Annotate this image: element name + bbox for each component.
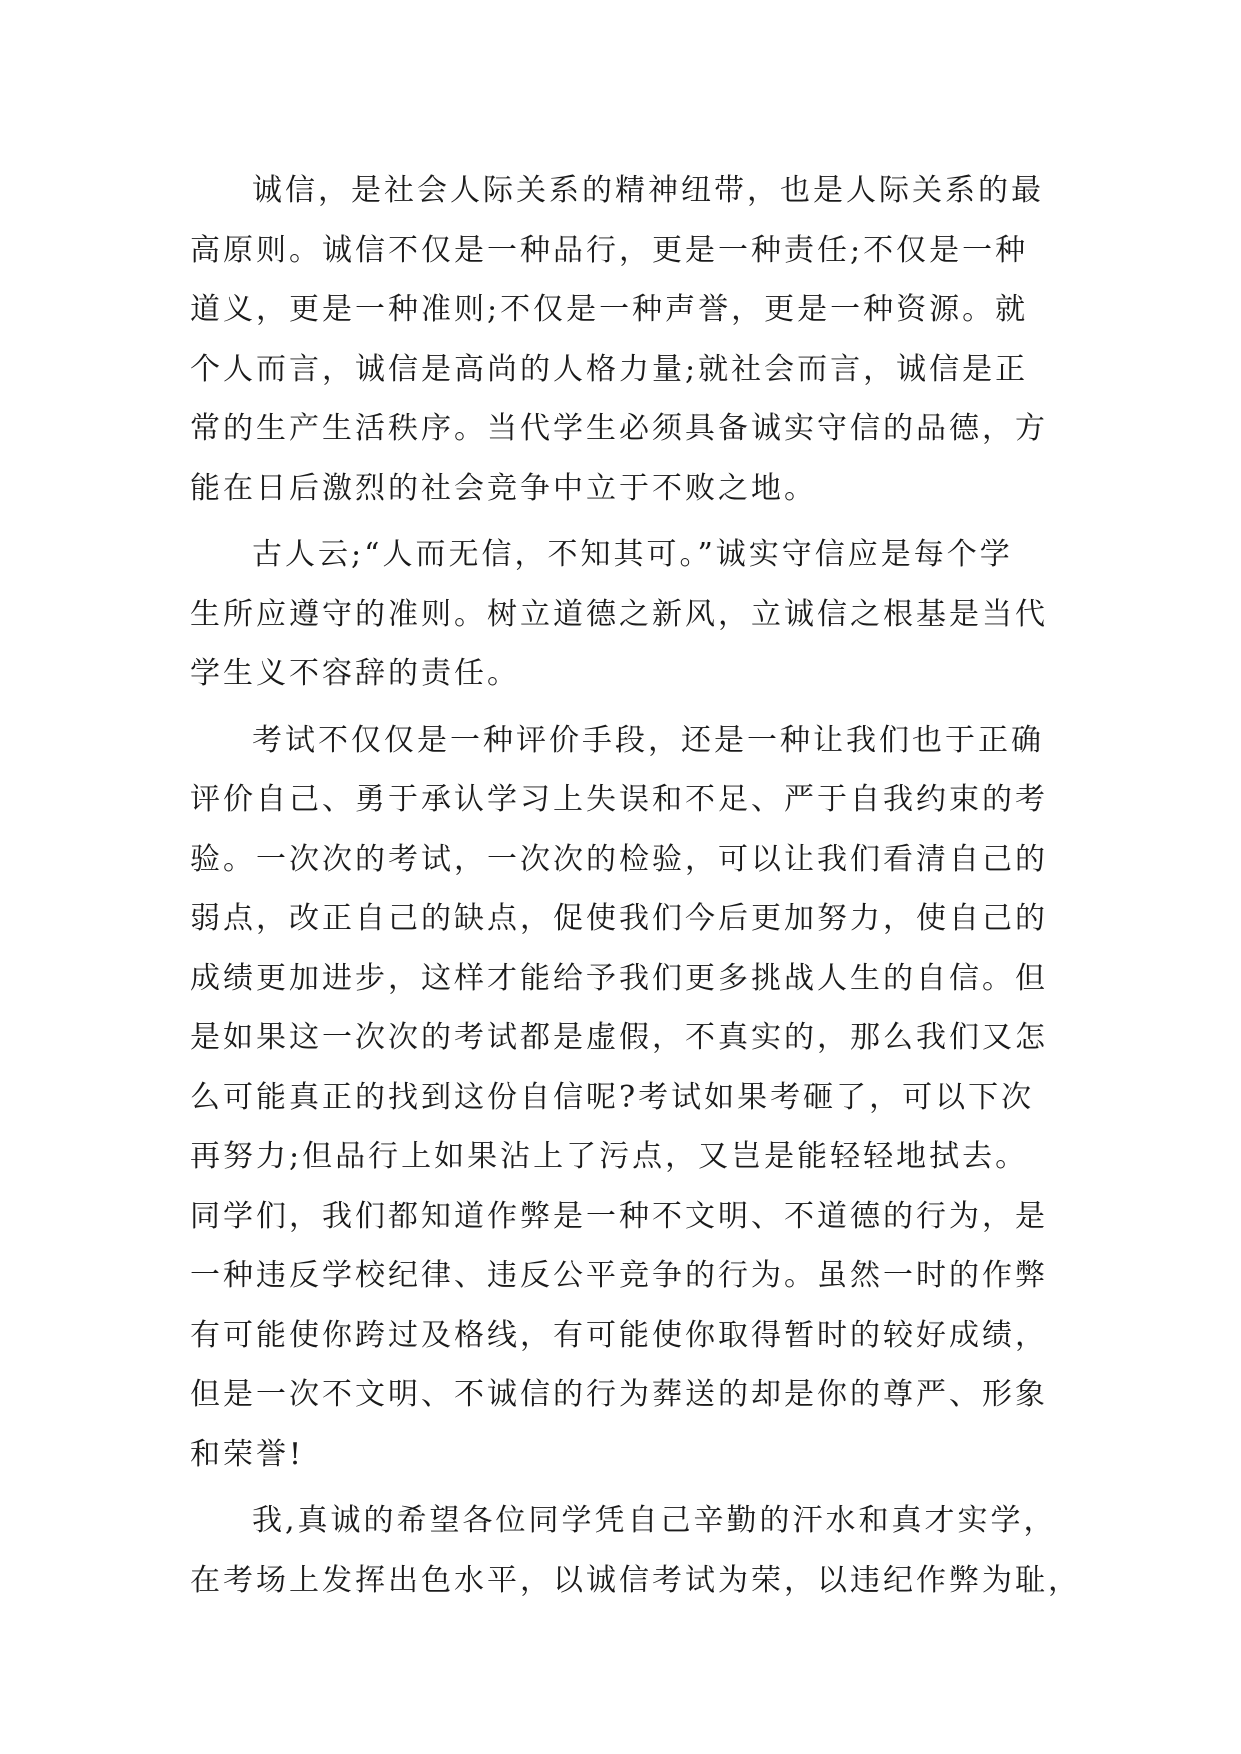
paragraph-line: 验。一次次的考试，一次次的检验，可以让我们看清自己的 (190, 841, 1048, 877)
document-body (190, 161, 1090, 1610)
paragraph-line: 再努力;但品行上如果沾上了污点，又岂是能轻轻地拭去。 (190, 1139, 1029, 1174)
paragraph-line: 么可能真正的找到这份自信呢?考试如果考砸了，可以下次 (190, 1079, 1035, 1115)
paragraph-line: 有可能使你跨过及格线，有可能使你取得暂时的较好成绩， (190, 1317, 1048, 1353)
paragraph-line: 我,真诚的希望各位同学凭自己辛勤的汗水和真才实学， (252, 1503, 1057, 1538)
paragraph-line: 道义，更是一种准则;不仅是一种声誉，更是一种资源。就 (190, 292, 1029, 327)
paragraph-line: 评价自己、勇于承认学习上失误和不足、严于自我约束的考 (190, 782, 1048, 817)
paragraph-line: 个人而言，诚信是高尚的人格力量;就社会而言，诚信是正 (190, 351, 1029, 387)
paragraph-line: 是如果这一次次的考试都是虚假，不真实的，那么我们又怎 (190, 1020, 1048, 1055)
paragraph-line: 高原则。诚信不仅是一种品行，更是一种责任;不仅是一种 (190, 232, 1029, 268)
paragraph-line: 能在日后激烈的社会竞争中立于不败之地。 (190, 470, 817, 506)
paragraph-line: 常的生产生活秩序。当代学生必须具备诚实守信的品德，方 (190, 411, 1048, 446)
paragraph-line: 在考场上发挥出色水平，以诚信考试为荣，以违纪作弊为耻， (190, 1562, 1081, 1598)
paragraph-line: 和荣誉! (190, 1436, 305, 1472)
paragraph-line: 一种违反学校纪律、违反公平竞争的行为。虽然一时的作弊 (190, 1258, 1048, 1293)
paragraph-2 (190, 525, 1090, 704)
paragraph-line: 成绩更加进步，这样才能给予我们更多挑战人生的自信。但 (190, 960, 1048, 996)
paragraph-line: 但是一次不文明、不诚信的行为葬送的却是你的尊严、形象 (190, 1377, 1048, 1412)
paragraph-4 (190, 1491, 1090, 1610)
paragraph-line: 古人云;“人而无信，不知其可。”诚实守信应是每个学 (252, 537, 1013, 572)
paragraph-line: 生所应遵守的准则。树立道德之新风，立诚信之根基是当代 (190, 596, 1048, 632)
paragraph-line: 弱点，改正自己的缺点，促使我们今后更加努力，使自己的 (190, 901, 1048, 936)
paragraph-1 (190, 161, 1090, 518)
paragraph-3 (190, 711, 1090, 1485)
paragraph-line: 同学们，我们都知道作弊是一种不文明、不道德的行为，是 (190, 1198, 1048, 1234)
paragraph-line: 诚信，是社会人际关系的精神纽带，也是人际关系的最 (252, 173, 1044, 208)
paragraph-line: 学生义不容辞的责任。 (190, 656, 520, 691)
paragraph-line: 考试不仅仅是一种评价手段，还是一种让我们也于正确 (252, 722, 1044, 758)
